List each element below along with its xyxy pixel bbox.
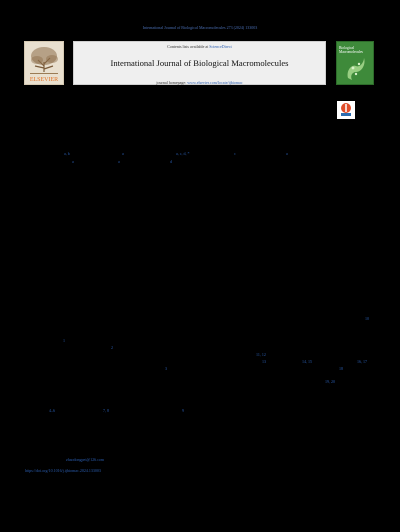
- affiliation-mark[interactable]: a: [72, 159, 74, 164]
- journal-header-box: [73, 41, 326, 85]
- reference-citation[interactable]: 18: [339, 366, 343, 371]
- reference-citation[interactable]: 9: [182, 408, 184, 413]
- reference-citation[interactable]: 11, 12: [256, 352, 266, 357]
- affiliation-mark[interactable]: a: [286, 151, 288, 156]
- cover-molecule-icon: [344, 56, 368, 82]
- homepage-prefix: journal homepage:: [156, 80, 187, 85]
- reference-citation[interactable]: 7, 8: [103, 408, 109, 413]
- contents-available-line: [74, 44, 325, 49]
- reference-citation[interactable]: 14, 15: [302, 359, 312, 364]
- reference-citation[interactable]: 16, 17: [357, 359, 367, 364]
- reference-citation[interactable]: 2: [111, 345, 113, 350]
- reference-citation[interactable]: 1: [63, 338, 65, 343]
- journal-cover[interactable]: [336, 41, 374, 85]
- reference-citation[interactable]: 19, 20: [325, 379, 335, 384]
- affiliation-mark[interactable]: a: [122, 151, 124, 156]
- crossmark-badge[interactable]: [337, 101, 355, 119]
- crossmark-icon: [337, 101, 355, 119]
- reference-citation[interactable]: 4–6: [49, 408, 55, 413]
- affiliation-mark[interactable]: a: [118, 159, 120, 164]
- affiliation-mark[interactable]: c: [234, 151, 236, 156]
- elsevier-logo[interactable]: [24, 41, 64, 85]
- running-head[interactable]: International Journal of Biological Macromolecules 273 (2024) 133003: [142, 25, 258, 30]
- reference-citation[interactable]: 13: [262, 359, 266, 364]
- affiliation-mark[interactable]: a, b: [64, 151, 70, 156]
- affiliation-mark[interactable]: a, c, d, *: [176, 151, 190, 156]
- cover-title-line2: Macromolecules: [339, 50, 363, 54]
- cover-title: [339, 46, 373, 54]
- journal-homepage-link[interactable]: www.elsevier.com/locate/ijbiomac: [187, 80, 243, 85]
- contents-prefix: Contents lists available at: [167, 44, 209, 49]
- reference-citation[interactable]: 3: [165, 366, 167, 371]
- elsevier-wordmark: ELSEVIER: [29, 77, 59, 83]
- journal-title: International Journal of Biological Macromolecules: [110, 58, 289, 68]
- reference-citation[interactable]: 10: [365, 316, 369, 321]
- sciencedirect-link[interactable]: ScienceDirect: [209, 44, 232, 49]
- journal-homepage-line: [74, 80, 325, 85]
- cover-title-line1: Biological: [339, 46, 354, 50]
- elsevier-tree-icon: [25, 42, 63, 84]
- corresponding-email-link[interactable]: zhaodongpei@126.com: [66, 457, 105, 462]
- doi-link[interactable]: https://doi.org/10.1016/j.ijbiomac.2024.133003: [25, 468, 101, 473]
- affiliation-mark[interactable]: d: [170, 159, 172, 164]
